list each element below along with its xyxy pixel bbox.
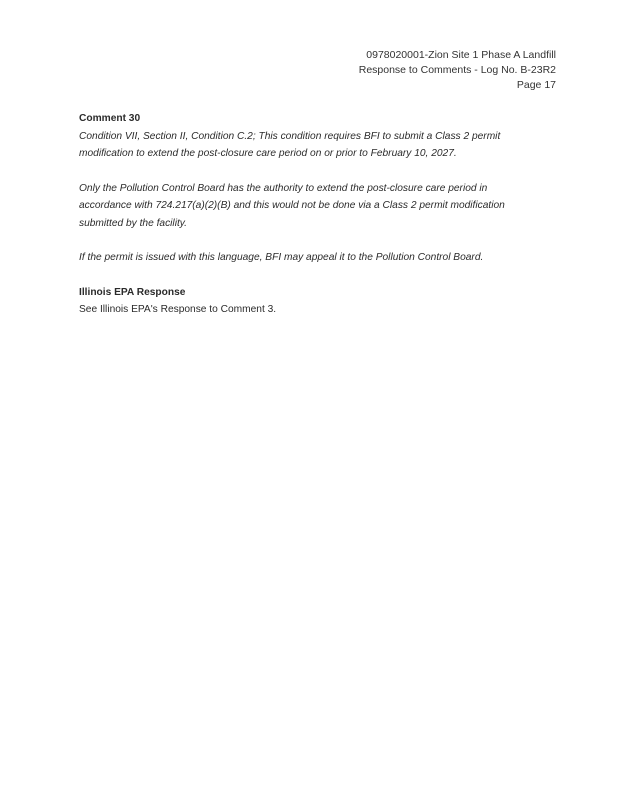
comment-paragraph-3: If the permit is issued with this language, BFI may appeal it to the Pollution Control Board. (79, 252, 484, 263)
response-heading: Illinois EPA Response (79, 286, 186, 298)
comment-paragraph-1-line-2: modification to extend the post-closure care period on or prior to February 10, 2027. (79, 148, 457, 159)
comment-heading: Comment 30 (79, 113, 141, 124)
header-page-number: Page 17 (516, 79, 556, 91)
page-header (359, 48, 556, 93)
comment-paragraph-2-line-2: accordance with 724.217(a)(2)(B) and this would not be done via a Class 2 permit modification (79, 200, 505, 211)
header-log-line: Response to Comments - Log No. B-23R2 (358, 64, 556, 76)
header-site-line: 0978020001-Zion Site 1 Phase A Landfill (366, 49, 556, 61)
page-body (79, 110, 559, 319)
response-text: See Illinois EPA's Response to Comment 3. (79, 304, 277, 315)
comment-paragraph-2-line-3: submitted by the facility. (79, 217, 187, 229)
comment-paragraph-2-line-1: Only the Pollution Control Board has the authority to extend the post-closure care period in (79, 182, 488, 194)
comment-paragraph-1-line-1: Condition VII, Section II, Condition C.2; This condition requires BFI to submit a Class 2 permit (79, 130, 501, 142)
